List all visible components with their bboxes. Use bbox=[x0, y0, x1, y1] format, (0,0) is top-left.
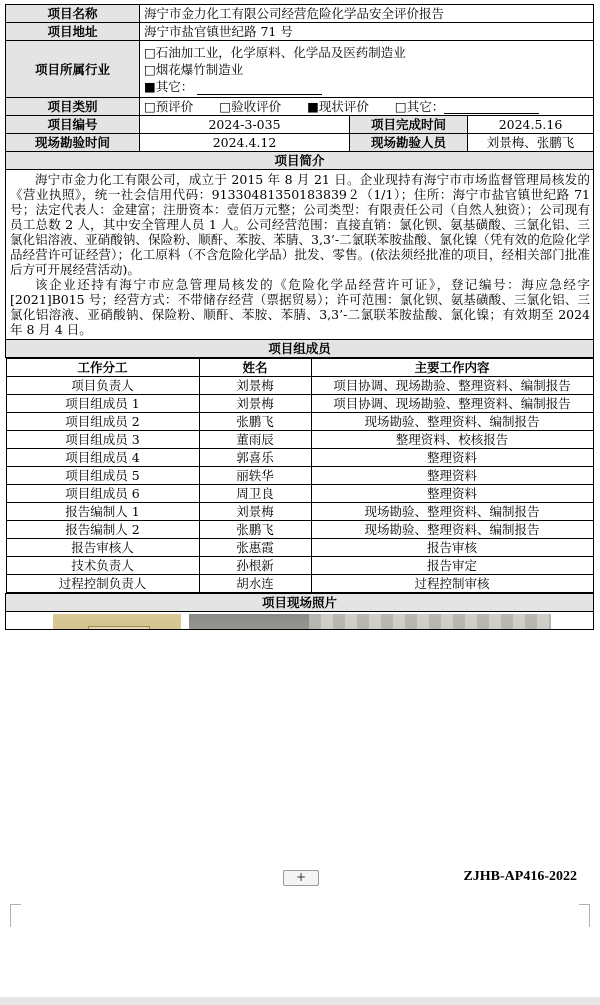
member-role: 过程控制负责人 bbox=[6, 575, 199, 593]
row-intro-body bbox=[6, 170, 594, 340]
page-gap bbox=[0, 997, 600, 1005]
member-work: 项目协调、现场勘验、整理资料、编制报告 bbox=[311, 395, 593, 413]
project-number-value: 2024-3-035 bbox=[140, 116, 350, 134]
member-role: 报告编制人 1 bbox=[6, 503, 199, 521]
type-pre-evaluation[interactable]: □预评价 bbox=[144, 99, 194, 114]
industry-other-label: ■其它： bbox=[144, 78, 194, 94]
industry-other-blank[interactable] bbox=[197, 81, 322, 95]
header-role: 工作分工 bbox=[6, 359, 199, 377]
member-row bbox=[6, 539, 593, 557]
type-acceptance[interactable]: □验收评价 bbox=[219, 99, 282, 114]
member-work: 报告审定 bbox=[311, 557, 593, 575]
member-row bbox=[6, 503, 593, 521]
row-photos bbox=[6, 612, 594, 630]
member-row bbox=[6, 521, 593, 539]
member-work: 现场勘验、整理资料、编制报告 bbox=[311, 503, 593, 521]
member-role: 项目组成员 2 bbox=[6, 413, 199, 431]
member-name: 董雨辰 bbox=[199, 431, 311, 449]
row-project-address bbox=[6, 23, 594, 41]
member-name: 刘景梅 bbox=[199, 395, 311, 413]
site-photo-office-1 bbox=[53, 614, 181, 630]
member-work: 现场勘验、整理资料、编制报告 bbox=[311, 413, 593, 431]
intro-paragraph-1: 海宁市金力化工有限公司，成立于 2015 年 8 月 21 日。企业现持有海宁市市场监督管理局核发的《营业执照》，统一社会信用代码：91330481350183839２（1/1）；住所：海宁市盐官镇世纪路 71 号；法定代表人：金建富；注册资本：壹佰万元整；公司类型：有限责任公司（自然人独资）；公司现有员工总数 2 人，其中安全管理人员 1 人。公司经营范围：直接直销：氯化钡、氨基磺酸、三氯化铝、三氯化铝溶液、亚硝酸钠、保险粉、顺酐、苯胺、苯腈、3,3’-二氯联苯胺盐酸、氯化镍（凭有效的危险化学品经营许可证经营）；化工原料（不含危险化学品）批发、零售。(依法须经批准的项目，经相关部门批准后方可开展经营活动)。 bbox=[10, 172, 591, 277]
members-header bbox=[6, 359, 593, 377]
row-project-type bbox=[6, 98, 594, 116]
page-corner-mark-right bbox=[579, 904, 590, 927]
completion-time-label: 项目完成时间 bbox=[350, 116, 468, 134]
member-work: 整理资料 bbox=[311, 467, 593, 485]
intro-paragraph-2: 该企业还持有海宁市应急管理局核发的《危险化学品经营许可证》，登记编号：海应急经字[2021]B015 号；经营方式：不带储存经营（票据贸易）；许可范围：氯化钡、氨基磺酸、三氯化铝、三氯化铝溶液、亚硝酸钠、保险粉、顺酐、苯胺、苯腈、3,3’-二氯联苯胺盐酸、氯化镍；有效期至 2024 年 8 月 4 日。 bbox=[10, 277, 591, 337]
member-row bbox=[6, 449, 593, 467]
photos-cell bbox=[6, 612, 594, 630]
member-role: 报告编制人 2 bbox=[6, 521, 199, 539]
row-industry bbox=[6, 41, 594, 98]
page-corner-mark-left bbox=[10, 904, 21, 927]
member-row bbox=[6, 485, 593, 503]
member-row bbox=[6, 467, 593, 485]
member-name: 张鹏飞 bbox=[199, 521, 311, 539]
project-name-value: 海宁市金力化工有限公司经营危险化学品安全评价报告 bbox=[140, 5, 594, 23]
member-work: 报告审核 bbox=[311, 539, 593, 557]
photo-cabinet bbox=[88, 626, 150, 630]
industry-label: 项目所属行业 bbox=[6, 41, 140, 98]
industry-option-fireworks[interactable]: □烟花爆竹制造业 bbox=[144, 61, 244, 77]
intro-body bbox=[6, 170, 594, 340]
project-type-label: 项目类别 bbox=[6, 98, 140, 116]
project-info-table bbox=[5, 4, 594, 630]
member-work: 整理资料 bbox=[311, 485, 593, 503]
member-name: 周卫良 bbox=[199, 485, 311, 503]
add-button[interactable]: + bbox=[283, 870, 319, 886]
survey-people-label: 现场勘验人员 bbox=[350, 134, 468, 152]
row-members-table bbox=[6, 358, 594, 594]
row-members-title bbox=[6, 340, 594, 358]
member-role: 项目组成员 1 bbox=[6, 395, 199, 413]
type-other-blank[interactable] bbox=[444, 101, 539, 114]
intro-title: 项目简介 bbox=[6, 152, 594, 170]
row-survey bbox=[6, 134, 594, 152]
member-work: 整理资料、校核报告 bbox=[311, 431, 593, 449]
member-work: 现场勘验、整理资料、编制报告 bbox=[311, 521, 593, 539]
member-row bbox=[6, 377, 593, 395]
member-name: 刘景梅 bbox=[199, 503, 311, 521]
members-title: 项目组成员 bbox=[6, 340, 594, 358]
member-row bbox=[6, 395, 593, 413]
member-work: 过程控制审核 bbox=[311, 575, 593, 593]
industry-option-other[interactable] bbox=[144, 78, 589, 95]
member-work: 整理资料 bbox=[311, 449, 593, 467]
photos-title: 项目现场照片 bbox=[6, 594, 594, 612]
report-form bbox=[5, 4, 593, 630]
photo-curtain bbox=[309, 614, 551, 630]
member-row bbox=[6, 413, 593, 431]
project-address-value: 海宁市盐官镇世纪路 71 号 bbox=[140, 23, 594, 41]
industry-option-chemical[interactable]: □石油加工业，化学原料、化学品及医药制造业 bbox=[144, 44, 406, 60]
members-table bbox=[6, 358, 594, 593]
header-name: 姓名 bbox=[199, 359, 311, 377]
member-name: 胡水连 bbox=[199, 575, 311, 593]
member-row bbox=[6, 557, 593, 575]
member-name: 孙根新 bbox=[199, 557, 311, 575]
member-name: 刘景梅 bbox=[199, 377, 311, 395]
type-other[interactable]: □其它： bbox=[394, 99, 445, 114]
header-work: 主要工作内容 bbox=[311, 359, 593, 377]
site-photo-office-2 bbox=[189, 614, 551, 630]
survey-people-value: 刘景梅、张鹏飞 bbox=[468, 134, 594, 152]
type-status-evaluation[interactable]: ■现状评价 bbox=[307, 99, 369, 114]
completion-time-value: 2024.5.16 bbox=[468, 116, 594, 134]
member-name: 郭喜乐 bbox=[199, 449, 311, 467]
row-photos-title bbox=[6, 594, 594, 612]
project-address-label: 项目地址 bbox=[6, 23, 140, 41]
project-name-label: 项目名称 bbox=[6, 5, 140, 23]
member-name: 张鹏飞 bbox=[199, 413, 311, 431]
member-row bbox=[6, 431, 593, 449]
survey-time-value: 2024.4.12 bbox=[140, 134, 350, 152]
member-role: 项目组成员 4 bbox=[6, 449, 199, 467]
member-role: 项目组成员 5 bbox=[6, 467, 199, 485]
member-role: 项目负责人 bbox=[6, 377, 199, 395]
member-name: 丽轶华 bbox=[199, 467, 311, 485]
member-work: 项目协调、现场勘验、整理资料、编制报告 bbox=[311, 377, 593, 395]
member-name: 张惠霞 bbox=[199, 539, 311, 557]
row-project-number bbox=[6, 116, 594, 134]
member-role: 技术负责人 bbox=[6, 557, 199, 575]
document-code: ZJHB-AP416-2022 bbox=[463, 869, 577, 884]
survey-time-label: 现场勘验时间 bbox=[6, 134, 140, 152]
row-intro-title bbox=[6, 152, 594, 170]
member-role: 项目组成员 3 bbox=[6, 431, 199, 449]
member-role: 项目组成员 6 bbox=[6, 485, 199, 503]
row-project-name bbox=[6, 5, 594, 23]
member-row bbox=[6, 575, 593, 593]
member-role: 报告审核人 bbox=[6, 539, 199, 557]
project-number-label: 项目编号 bbox=[6, 116, 140, 134]
